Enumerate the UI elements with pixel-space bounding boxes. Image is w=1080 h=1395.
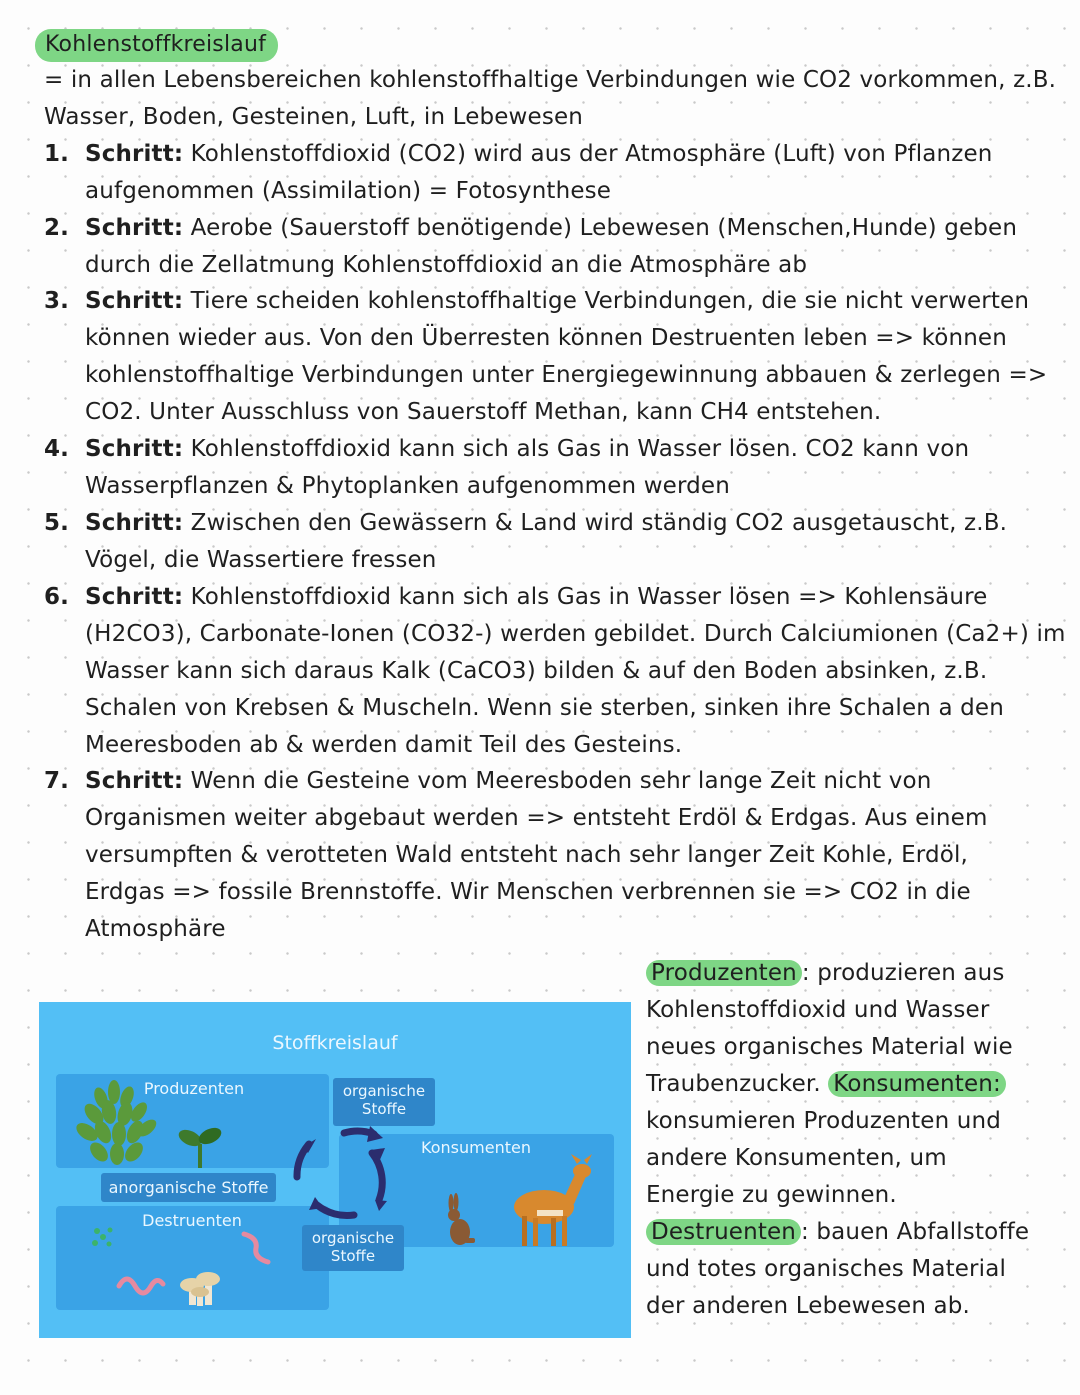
- produzenten-term: Produzenten: [646, 960, 802, 986]
- step-text: Erdgas => fossile Brennstoffe. Wir Menschen verbrennen sie => CO2 in die: [85, 879, 971, 905]
- step-text: Schalen von Krebsen & Muscheln. Wenn sie sterben, sinken ihre Schalen a den: [85, 695, 1004, 721]
- step-text: können wieder aus. Von den Überresten können Destruenten leben => können: [85, 325, 1007, 351]
- destruenten-text: : bauen Abfallstoffe: [801, 1219, 1030, 1245]
- stoffkreislauf-diagram: [39, 1002, 631, 1338]
- step-text: durch die Zellatmung Kohlenstoffdioxid an die Atmosphäre ab: [85, 252, 808, 278]
- step-number: 6.: [44, 584, 70, 610]
- step-number: 1.: [44, 141, 70, 167]
- step-text: Aerobe (Sauerstoff benötigende) Lebewesen (Menschen,Hunde) geben: [190, 215, 1018, 241]
- step-label: Schritt:: [85, 584, 184, 610]
- page-title: Kohlenstoffkreislauf: [35, 29, 278, 62]
- organische-stoffe-top-line2: Stoffe: [361, 1100, 407, 1118]
- step-number: 7.: [44, 768, 70, 794]
- step-label: Schritt:: [85, 436, 184, 462]
- step-text: aufgenommen (Assimilation) = Fotosynthese: [85, 178, 612, 204]
- step-text: Tiere scheiden kohlenstoffhaltige Verbindungen, die sie nicht verwerten: [190, 288, 1030, 314]
- step-label: Schritt:: [85, 141, 184, 167]
- step-label: Schritt:: [85, 288, 184, 314]
- diagram-title: Stoffkreislauf: [272, 1032, 398, 1054]
- konsumenten-label: Konsumenten: [421, 1138, 531, 1157]
- step-text: Kohlenstoffdioxid kann sich als Gas in Wasser lösen. CO2 kann von: [190, 436, 970, 462]
- step-text: Vögel, die Wassertiere fressen: [85, 547, 437, 573]
- deer-icon: [514, 1154, 592, 1246]
- organische-stoffe-bottom-line2: Stoffe: [330, 1247, 376, 1265]
- konsumenten-term: Konsumenten:: [828, 1071, 1006, 1097]
- step-number: 4.: [44, 436, 70, 462]
- step-text: CO2. Unter Ausschluss von Sauerstoff Methan, kann CH4 entstehen.: [85, 399, 882, 425]
- rabbit-icon: [448, 1193, 475, 1245]
- seedling-icon: [176, 1125, 224, 1168]
- step-number: 5.: [44, 510, 70, 536]
- produzenten-text: Kohlenstoffdioxid und Wasser: [646, 997, 990, 1023]
- step-text: Atmosphäre: [85, 916, 226, 942]
- organische-stoffe-top-line1: organische: [342, 1082, 426, 1100]
- konsumenten-text: Energie zu gewinnen.: [646, 1182, 897, 1208]
- definitions: [646, 955, 1029, 1325]
- destruenten-text: und totes organisches Material: [646, 1256, 1006, 1282]
- step-text: Kohlenstoffdioxid (CO2) wird aus der Atmosphäre (Luft) von Pflanzen: [190, 141, 993, 167]
- bacteria-icon: [92, 1228, 113, 1247]
- produzenten-text: neues organisches Material wie: [646, 1034, 1013, 1060]
- step-text: Kohlenstoffdioxid kann sich als Gas in Wasser lösen => Kohlensäure: [190, 584, 988, 610]
- fern-plant-icon: [73, 1080, 159, 1165]
- step-text: Wasser kann sich daraus Kalk (CaCO3) bilden & auf den Boden absinken, z.B.: [85, 658, 988, 684]
- step-number: 2.: [44, 215, 70, 241]
- step-label: Schritt:: [85, 768, 184, 794]
- produzenten-text: : produzieren aus: [801, 960, 1005, 986]
- destruenten-label: Destruenten: [142, 1211, 242, 1230]
- intro-line: = in allen Lebensbereichen kohlenstoffhaltige Verbindungen wie CO2 vorkommen, z.B.: [44, 67, 1057, 93]
- diagram-illustration: [39, 1002, 631, 1338]
- step-text: Organismen weiter abgebaut werden => entsteht Erdöl & Erdgas. Aus einem: [85, 805, 988, 831]
- step-text: kohlenstoffhaltige Verbindungen unter Energiegewinnung abbauen & zerlegen =>: [85, 362, 1048, 388]
- intro-text: [44, 62, 1056, 136]
- step-number: 3.: [44, 288, 70, 314]
- step-text: Wasserpflanzen & Phytoplanken aufgenommen werden: [85, 473, 730, 499]
- step-text: Wenn die Gesteine vom Meeresboden sehr lange Zeit nicht von: [190, 768, 932, 794]
- destruenten-text: der anderen Lebewesen ab.: [646, 1293, 970, 1319]
- step-label: Schritt:: [85, 215, 184, 241]
- destruenten-term: Destruenten: [646, 1219, 801, 1245]
- step-text: Zwischen den Gewässern & Land wird ständig CO2 ausgetauscht, z.B.: [190, 510, 1008, 536]
- produzenten-label: Produzenten: [143, 1079, 245, 1098]
- konsumenten-text: konsumieren Produzenten und: [646, 1108, 1001, 1134]
- intro-line: Wasser, Boden, Gesteinen, Luft, in Lebewesen: [44, 104, 583, 130]
- step-text: Meeresboden ab & werden damit Teil des Gesteins.: [85, 732, 683, 758]
- produzenten-text: Traubenzucker.: [646, 1071, 821, 1097]
- anorganische-stoffe-tag: anorganische Stoffe: [101, 1173, 276, 1202]
- step-text: versumpften & verotteten Wald entsteht nach sehr langer Zeit Kohle, Erdöl,: [85, 842, 968, 868]
- step-text: (H2CO3), Carbonate-Ionen (CO32-) werden gebildet. Durch Calciumionen (Ca2+) im: [85, 621, 1066, 647]
- konsumenten-text: andere Konsumenten, um: [646, 1145, 947, 1171]
- step-label: Schritt:: [85, 510, 184, 536]
- mushrooms-icon: [180, 1272, 220, 1306]
- organische-stoffe-bottom-line1: organische: [311, 1229, 395, 1247]
